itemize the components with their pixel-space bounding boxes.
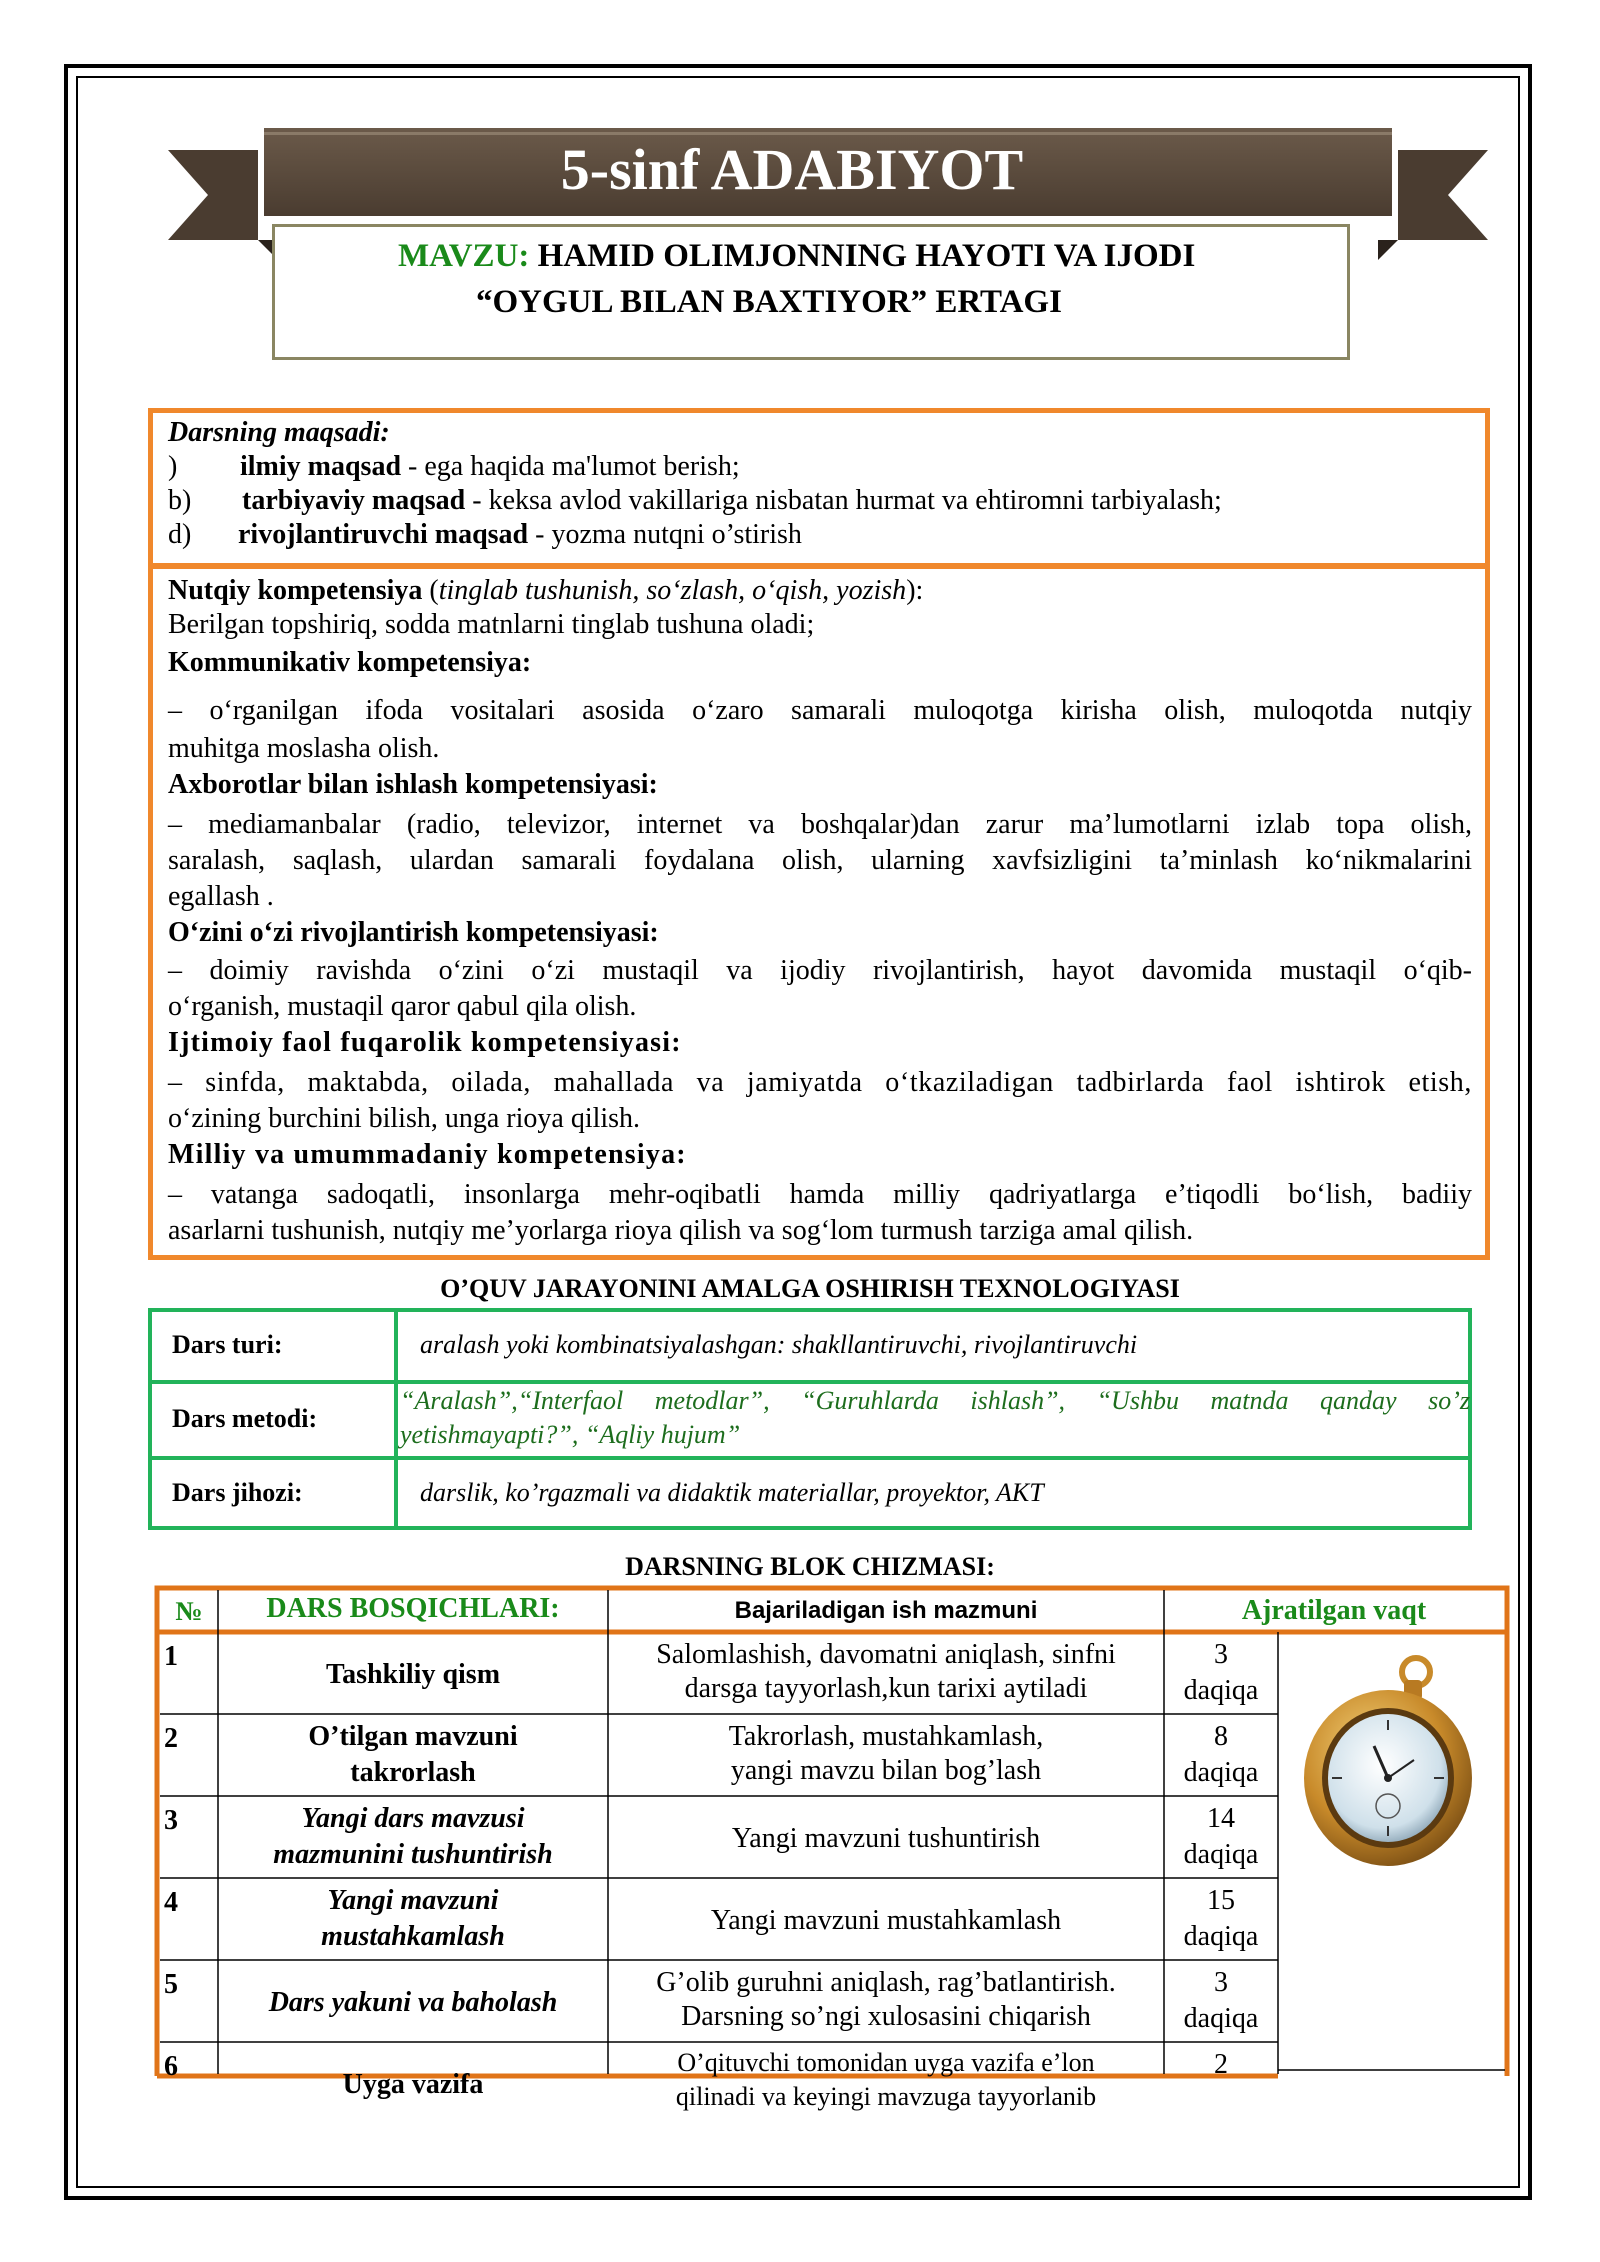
row-stage: Yangi dars mavzusi (301, 1803, 525, 1834)
page-title: 5-sinf ADABIYOT (560, 137, 1024, 202)
goal-marker: ) (168, 451, 178, 482)
goal-text: - yozma nutqni o’stirish (528, 519, 802, 550)
row-work: yangi mavzu bilan bog’lash (730, 1755, 1042, 1786)
row-stage: Uyga vazifa (342, 2069, 484, 2100)
goal-name: rivojlantiruvchi maqsad (238, 519, 529, 550)
komm-line: – o‘rganilgan ifoda vositalari asosida o‘zaro samarali muloqotga kirisha olish, muloqotda nutqiy (168, 695, 1472, 726)
row-time-unit: daqiqa (1183, 1675, 1259, 1706)
row-time: 3 (1214, 1967, 1228, 1998)
topic-text: HAMID OLIMJONNING HAYOTI VA IJODI (537, 238, 1196, 274)
row-time-unit: daqiqa (1183, 1757, 1259, 1788)
row-time-unit: daqiqa (1183, 2003, 1259, 2034)
axb-line: egallash . (168, 881, 274, 912)
row-work: Yangi mavzuni mustahkamlash (710, 1905, 1062, 1936)
dars-turi-label: Dars turi: (172, 1330, 283, 1359)
dars-metodi-value-line: yetishmayapti?”, “Aqliy hujum” (400, 1420, 741, 1449)
row-work: Salomlashish, davomatni aniqlash, sinfni (656, 1639, 1116, 1670)
row-stage: O’tilgan mavzuni (308, 1721, 518, 1752)
row-stage: mazmunini tushuntirish (273, 1839, 553, 1870)
axb-line: – mediamanbalar (radio, televizor, internet va boshqalar)dan zarur ma’lumotlarni izlab topa olish, (168, 809, 1472, 840)
row-time: 3 (1214, 1639, 1228, 1670)
block-scheme-heading: DARSNING BLOK CHIZMASI: (625, 1552, 995, 1581)
row-time-unit: daqiqa (1183, 1839, 1259, 1870)
goal-text: - ega haqida ma'lumot berish; (401, 451, 740, 482)
topic-label: MAVZU: (398, 238, 530, 274)
ijt-line: – sinfda, maktabda, oilada, mahallada va jamiyatda o‘tkaziladigan tadbirlarda faol ishtirok etish, (168, 1067, 1472, 1098)
technology-heading: O’QUV JARAYONINI AMALGA OSHIRISH TEXNOLOGIYASI (440, 1274, 1180, 1303)
row-stage: Yangi mavzuni (327, 1885, 499, 1916)
row-stage: Tashkiliy qism (325, 1659, 501, 1690)
dars-turi-value: aralash yoki kombinatsiyalashgan: shakllantiruvchi, rivojlantiruvchi (420, 1330, 1138, 1359)
row-work: O’qituvchi tomonidan uyga vazifa e’lon (677, 2048, 1095, 2077)
row-stage: Dars yakuni va baholash (268, 1987, 558, 2018)
row-number: 3 (164, 1805, 178, 1836)
nutqiy-name: Nutqiy kompetensiya (168, 575, 423, 606)
row-number: 4 (164, 1887, 178, 1918)
dars-metodi-value-line: “Aralash”,“Interfaol metodlar”, “Guruhlarda ishlash”, “Ushbu matnda qanday so’z (400, 1386, 1470, 1415)
row-work: qilinadi va keyingi mavzuga tayyorlanib (675, 2082, 1097, 2111)
row-stage: mustahkamlash (321, 1921, 505, 1952)
ozini-line: o‘rganish, mustaqil qaror qabul qila olish. (168, 991, 637, 1022)
row-time: 15 (1207, 1885, 1235, 1916)
axb-line: saralash, saqlash, ulardan samarali foydalana olish, ularning xavfsizligini ta’minlash ko‘nikmalarini (168, 845, 1472, 876)
row-work: Yangi mavzuni tushuntirish (731, 1823, 1041, 1854)
row-time: 14 (1207, 1803, 1235, 1834)
pocket-watch-icon (1296, 1650, 1486, 1870)
mil-line: – vatanga sadoqatli, insonlarga mehr-oqibatli hamda milliy qadriyatlarga e’tiqodli bo‘lish, badiiy (168, 1179, 1472, 1210)
ozini-title: O‘zini o‘zi rivojlantirish kompetensiyasi: (168, 917, 659, 948)
goal-marker: d) (168, 519, 192, 550)
komm-title: Kommunikativ kompetensiya: (168, 647, 532, 678)
ijt-line: o‘zining burchini bilish, unga rioya qilish. (168, 1103, 641, 1134)
row-number: 1 (164, 1641, 178, 1672)
row-time-unit: daqiqa (1183, 1921, 1259, 1952)
dars-jihozi-label: Dars jihozi: (172, 1478, 303, 1507)
row-number: 2 (164, 1723, 178, 1754)
goal-name: ilmiy maqsad (240, 451, 402, 482)
row-work: Darsning so’ngi xulosasini chiqarish (681, 2001, 1091, 2032)
paren-close: ): (906, 575, 924, 606)
row-work: G’olib guruhni aniqlash, rag’batlantirish. (656, 1967, 1116, 1998)
goal-marker: b) (168, 485, 192, 516)
mil-line: asarlarni tushunish, nutqiy me’yorlarga rioya qilish va sog‘lom turmush tarziga amal qilish. (168, 1215, 1194, 1246)
row-time: 2 (1214, 2049, 1228, 2080)
nutqiy-skills: tinglab tushunish, so‘zlash, o‘qish, yozish (438, 575, 907, 606)
nutqiy-text: Berilgan topshiriq, sodda matnlarni tinglab tushuna oladi; (168, 609, 815, 640)
axb-title: Axborotlar bilan ishlash kompetensiyasi: (168, 769, 658, 800)
dars-metodi-label: Dars metodi: (172, 1404, 318, 1433)
ozini-line: – doimiy ravishda o‘zini o‘zi mustaqil va ijodiy rivojlantirish, hayot davomida mustaqil o‘qib- (168, 955, 1472, 986)
row-work: darsga tayyorlash,kun tarixi aytiladi (684, 1673, 1088, 1704)
goal-text: - keksa avlod vakillariga nisbatan hurmat va ehtiromni tarbiyalash; (465, 485, 1222, 516)
goals-heading: Darsning maqsadi: (168, 417, 390, 448)
col-number: № (175, 1596, 203, 1626)
mil-title: Milliy va umummadaniy kompetensiya: (168, 1139, 687, 1170)
row-time: 8 (1214, 1721, 1228, 1752)
row-number: 5 (164, 1969, 178, 2000)
dars-jihozi-value: darslik, ko’rgazmali va didaktik materiallar, proyektor, AKT (420, 1478, 1044, 1507)
goal-name: tarbiyaviy maqsad (242, 485, 466, 516)
topic-line-2: “OYGUL BILAN BAXTIYOR” ERTAGI (476, 284, 1062, 320)
row-stage: takrorlash (350, 1757, 476, 1788)
col-time: Ajratilgan vaqt (1241, 1595, 1427, 1626)
col-stages: DARS BOSQICHLARI: (266, 1593, 560, 1624)
paren-open: ( (422, 575, 439, 606)
row-number: 6 (164, 2051, 178, 2082)
row-work: Takrorlash, mustahkamlash, (728, 1721, 1044, 1752)
komm-line: muhitga moslasha olish. (168, 733, 440, 764)
ijt-title: Ijtimoiy faol fuqarolik kompetensiyasi: (168, 1027, 682, 1058)
col-work: Bajariladigan ish mazmuni (734, 1597, 1038, 1624)
